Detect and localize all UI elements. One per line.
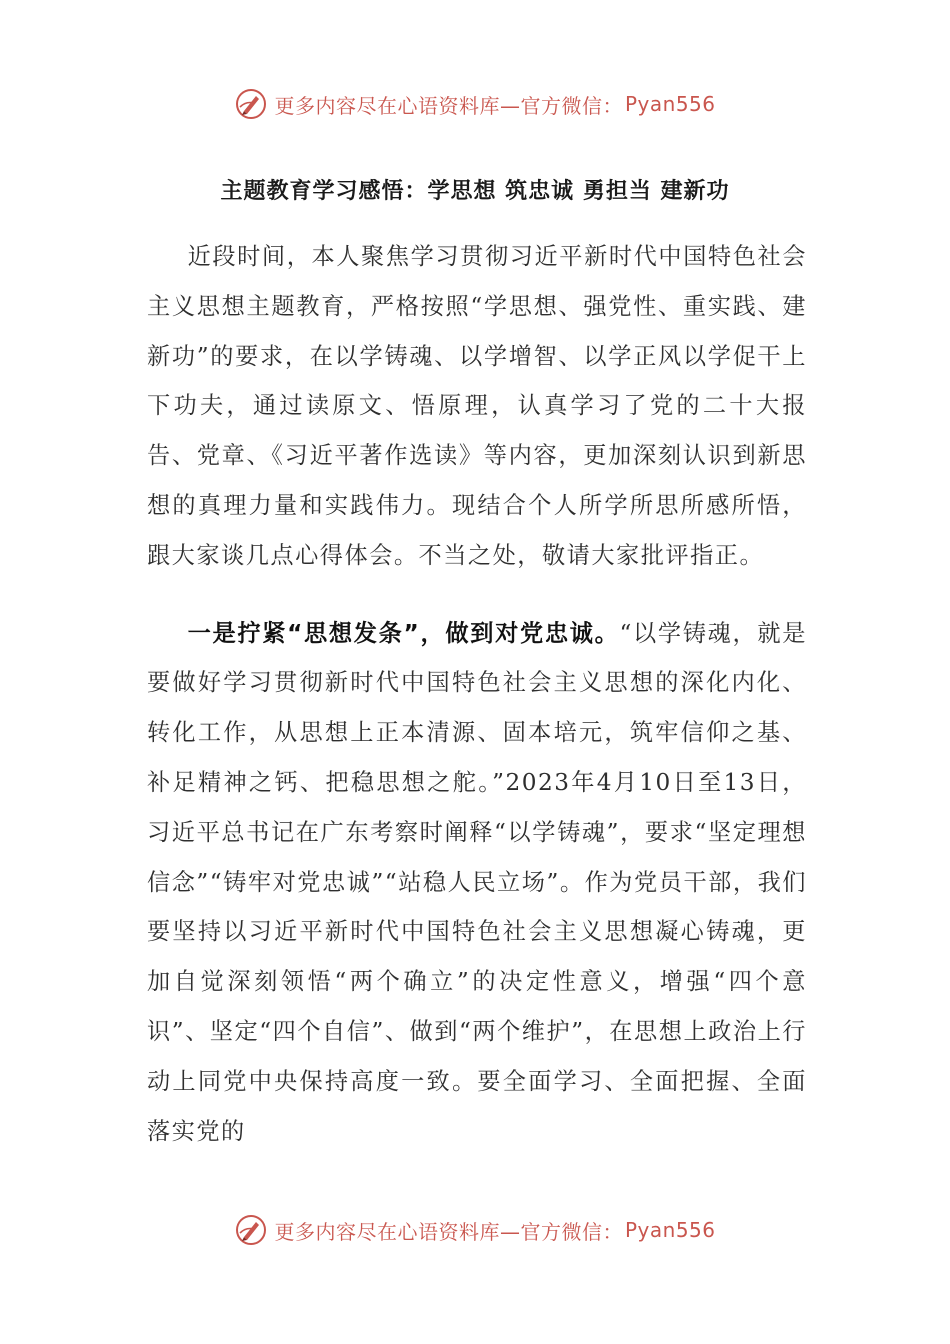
watermark-wechat-id: Pyan556: [624, 92, 716, 116]
footer-watermark: [0, 1210, 950, 1250]
header-watermark: [0, 84, 950, 124]
pen-logo-icon: [234, 1213, 268, 1247]
section-one-text: “以学铸魂，就是要做好学习贯彻新时代中国特色社会主义思想的深化内化、转化工作，从思想上正本清源、固本培元，筑牢信仰之基、补足精神之钙、把稳思想之舵。”2023年4月10日至13日，习近平总书记在广东考察时阐释“以学铸魂”，要求“坚定理想信念”“铸牢对党忠诚”“站稳人民立场”。作为党员干部，我们要坚持以习近平新时代中国特色社会主义思想凝心铸魂，更加自觉深刻领悟“两个确立”的决定性意义，增强“四个意识”、坚定“四个自信”、做到“两个维护”，在思想上政治上行动上同党中央保持高度一致。要全面学习、全面把握、全面落实党的: [147, 619, 807, 1145]
pen-logo-icon: [234, 87, 268, 121]
watermark-text: 更多内容尽在心语资料库—官方微信：: [274, 1219, 623, 1244]
section-one-heading: 一是拧紧“思想发条”，做到对党忠诚。: [187, 619, 620, 647]
document-body: [147, 232, 807, 1156]
section-one-paragraph: [147, 609, 807, 1157]
watermark-wechat-id: Pyan556: [624, 1218, 716, 1242]
intro-paragraph-text: 近段时间，本人聚焦学习贯彻习近平新时代中国特色社会主义思想主题教育，严格按照“学思想、强党性、重实践、建新功”的要求，在以学铸魂、以学增智、以学正风以学促干上下功夫，通过读原文、悟原理，认真学习了党的二十大报告、党章、《习近平著作选读》等内容，更加深刻认识到新思想的真理力量和实践伟力。现结合个人所学所思所感所悟，跟大家谈几点心得体会。不当之处，敬请大家批评指正。: [147, 243, 807, 569]
watermark-text: 更多内容尽在心语资料库—官方微信：: [274, 93, 623, 118]
document-title: 主题教育学习感悟：学思想 筑忠诚 勇担当 建新功: [220, 179, 730, 204]
intro-paragraph: [147, 232, 807, 581]
